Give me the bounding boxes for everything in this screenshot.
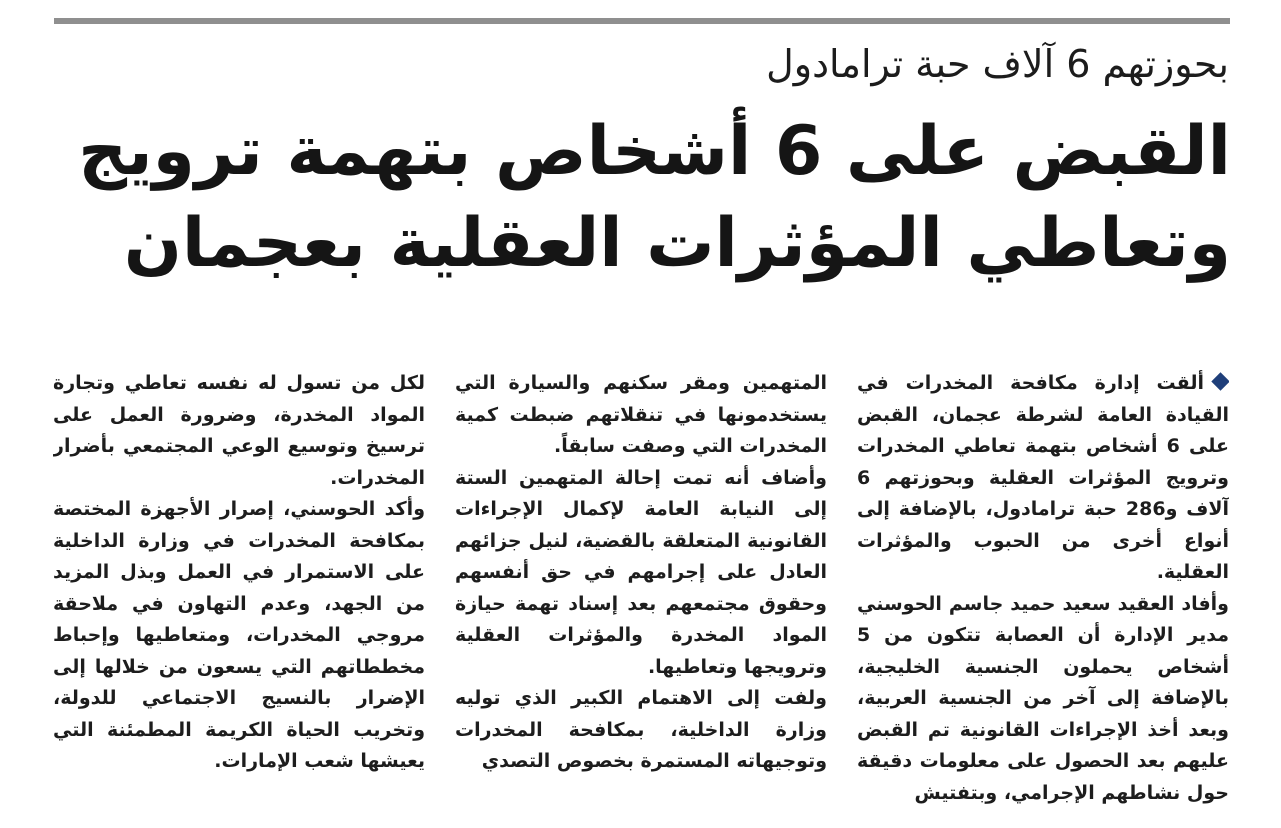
headline-line-1: القبض على 6 أشخاص بتهمة ترويج [78,112,1231,191]
column-1-paragraph-1 [857,368,1229,589]
column-1-paragraph-1-text: ألقت إدارة مكافحة المخدرات في القيادة العامة لشرطة عجمان، القبض على 6 أشخاص بتهمة تعاطي المخدرات وترويج المؤثرات العقلية وبحوزتهم 6 آلاف و286 حبة ترامادول، بالإضافة إلى أنواع أخرى من الحبوب والمؤثرات العقلية. [857,372,1229,583]
top-rule [54,18,1230,24]
column-2-paragraph-3: ولفت إلى الاهتمام الكبير الذي توليه وزارة الداخلية، بمكافحة المخدرات وتوجيهاته المستمرة بخصوص التصدي [455,687,827,772]
column-3-paragraph-1: لكل من تسول له نفسه تعاطي وتجارة المواد المخدرة، وضرورة العمل على ترسيخ وتوسيع الوعي المجتمعي بأضرار المخدرات. [53,372,425,489]
column-2-paragraph-1: المتهمين ومقر سكنهم والسيارة التي يستخدمونها في تنقلاتهم ضبطت كمية المخدرات التي وصفت سابقاً. [455,372,827,457]
column-2-paragraph-2: وأضاف أنه تمت إحالة المتهمين الستة إلى النيابة العامة لإكمال الإجراءات القانونية المتعلقة بالقضية، لنيل جزائهم العادل على إجرامهم في حق أنفسهم وحقوق مجتمعهم بعد إسناد تهمة حيازة المواد المخدرة والمؤثرات العقلية وترويجها وتعاطيها. [455,466,827,678]
column-1-paragraph-2: وأفاد العقيد سعيد حميد جاسم الحوسني مدير الإدارة أن العصابة تتكون من 5 أشخاص يحملون الجنسية الخليجية، بالإضافة إلى آخر من الجنسية العربية، وبعد أخذ الإجراءات القانونية تم القبض عليهم بعد الحصول على معلومات دقيقة حول نشاطهم الإجرامي، وبتفتيش [857,592,1229,804]
headline [78,106,1231,290]
kicker: بحوزتهم 6 آلاف حبة ترامادول [766,42,1229,86]
diamond-bullet-icon [1211,372,1229,390]
column-2 [455,368,827,808]
headline-line-2: وتعاطي المؤثرات العقلية بعجمان [123,204,1231,283]
column-3-paragraph-2: وأكد الحوسني، إصرار الأجهزة المختصة بمكافحة المخدرات في وزارة الداخلية على الاستمرار في العمل وبذل المزيد من الجهد، وعدم التهاون في ملاحقة مروجي المخدرات، ومتعاطيها وإحباط مخططاتهم التي يسعون من خلالها إلى الإضرار بالنسيج الاجتماعي للدولة، وتخريب الحياة الكريمة المطمئنة التي يعيشها شعب الإمارات. [53,498,425,772]
column-1 [857,368,1229,808]
column-3 [53,368,425,808]
